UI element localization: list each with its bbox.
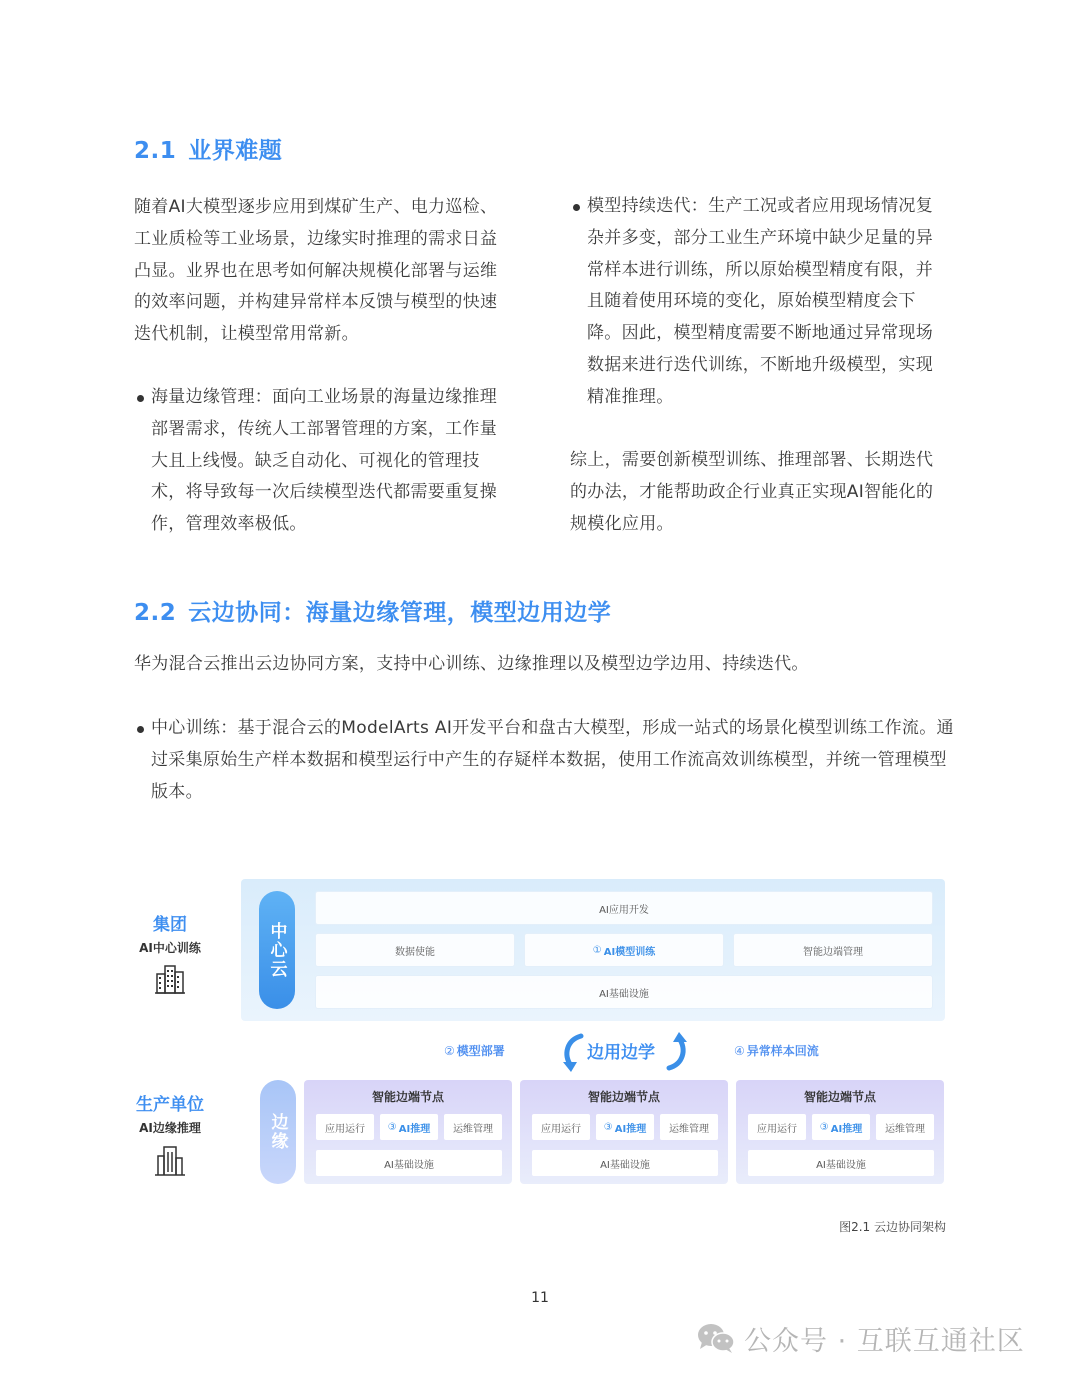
step-3-marker: ③ [819,1121,829,1133]
ai-inference-box [596,1114,654,1140]
group-label [120,910,220,994]
group-title: 集团 [153,915,187,935]
ops-management-box: 运维管理 [660,1114,718,1140]
bullet-edge-management: 海量边缘管理：面向工业场景的海量边缘推理部署需求，传统人工部署管理的方案，工作量大且上线慢。缺乏自动化、可视化的管理技术，将导致每一次后续模型迭代都需要重复操作，管理效率极低。 [134,382,514,541]
section-number: 2.2 [134,600,177,626]
central-cloud-panel [241,879,945,1021]
section-heading-2-2 [134,594,611,627]
sample-feedback-text: 异常样本回流 [746,1044,819,1058]
data-enable-box: 数据使能 [315,933,515,967]
bullet-model-iteration: 模型持续迭代：生产工况或者应用现场情况复杂并多变，部分工业生产环境中缺少足量的异常样本进行训练，所以原始模型精度有限，并且随着使用环境的变化，原始模型精度会下降。因此，模型精度需要不断地通过异常现场数据来进行迭代训练，不断地升级模型，实现精准推理。 [570,191,950,414]
unit-label [120,1090,220,1176]
step-3-marker: ③ [387,1121,397,1133]
sample-feedback-label [734,1042,819,1059]
edge-node-3 [736,1080,944,1184]
model-deploy-text: 模型部署 [456,1044,505,1058]
section-number: 2.1 [134,138,177,164]
figure-caption: 图2.1 云边协同架构 [839,1220,946,1234]
ai-inference-box [380,1114,438,1140]
learn-while-using-flow [555,1032,695,1072]
section-heading-2-1 [134,132,282,165]
step-1-marker: ① [592,944,602,956]
section-title: 云边协同：海量边缘管理，模型边用边学 [188,600,612,626]
edge-label: 边缘 [260,1080,296,1184]
app-run-box: 应用运行 [748,1114,806,1140]
summary-paragraph: 综上，需要创新模型训练、推理部署、长期迭代的办法，才能帮助政企行业真正实现AI智能化的规模化应用。 [570,450,934,534]
ai-inference-label: AI推理 [830,1123,863,1135]
ops-management-box: 运维管理 [876,1114,934,1140]
step-3-marker: ③ [603,1121,613,1133]
ai-model-training-box [524,933,724,967]
wechat-icon [696,1322,736,1354]
ops-management-box: 运维管理 [444,1114,502,1140]
ai-infra-box: AI基础设施 [315,975,933,1009]
edge-node-title: 智能边端节点 [803,1090,876,1104]
step-2-marker: ② [444,1044,455,1058]
ai-app-dev-box: AI应用开发 [315,891,933,925]
edge-node-title: 智能边端节点 [587,1090,660,1104]
office-building-icon [154,964,186,994]
cloud-edge-diagram [130,872,950,1192]
flow-row [130,1032,950,1072]
ai-infra-box: AI基础设施 [748,1150,934,1176]
app-run-box: 应用运行 [532,1114,590,1140]
intro-paragraph: 随着AI大模型逐步应用到煤矿生产、电力巡检、工业质检等工业场景，边缘实时推理的需求日益凸显。业界也在思考如何解决规模化部署与运维的效率问题，并构建异常样本反馈与模型的快速迭代机制，让模型常用常新。 [134,197,498,345]
step-4-marker: ④ [734,1044,745,1058]
watermark [696,1318,1025,1358]
model-deploy-label [444,1042,505,1059]
edge-node-2 [520,1080,728,1184]
central-cloud-label: 中心云 [259,891,295,1009]
bullet-central-training: 中心训练：基于混合云的ModelArts AI开发平台和盘古大模型，形成一站式的场景化模型训练工作流。通过采集原始生产样本数据和模型运行中产生的存疑样本数据，使用工作流高效训练模型，并统一管理模型版本。 [134,713,954,808]
edge-management-box: 智能边端管理 [733,933,933,967]
watermark-text: 公众号 · 互联互通社区 [744,1325,1025,1357]
ai-infra-box: AI基础设施 [316,1150,502,1176]
unit-title: 生产单位 [136,1095,204,1115]
ai-inference-label: AI推理 [398,1123,431,1135]
ai-model-training-label: AI模型训练 [603,946,656,958]
learn-while-using-text: 边用边学 [587,1043,655,1063]
ai-inference-box [812,1114,870,1140]
ai-infra-box: AI基础设施 [532,1150,718,1176]
app-run-box: 应用运行 [316,1114,374,1140]
ai-inference-label: AI推理 [614,1123,647,1135]
page-number: 11 [531,1290,549,1306]
huawei-intro-paragraph: 华为混合云推出云边协同方案，支持中心训练、边缘推理以及模型边学边用、持续迭代。 [134,654,809,674]
edge-node-1 [304,1080,512,1184]
unit-subtitle: AI边缘推理 [139,1121,201,1135]
edge-node-title: 智能边端节点 [371,1090,444,1104]
group-subtitle: AI中心训练 [139,941,201,955]
section-title: 业界难题 [188,138,283,164]
factory-building-icon [154,1144,186,1176]
